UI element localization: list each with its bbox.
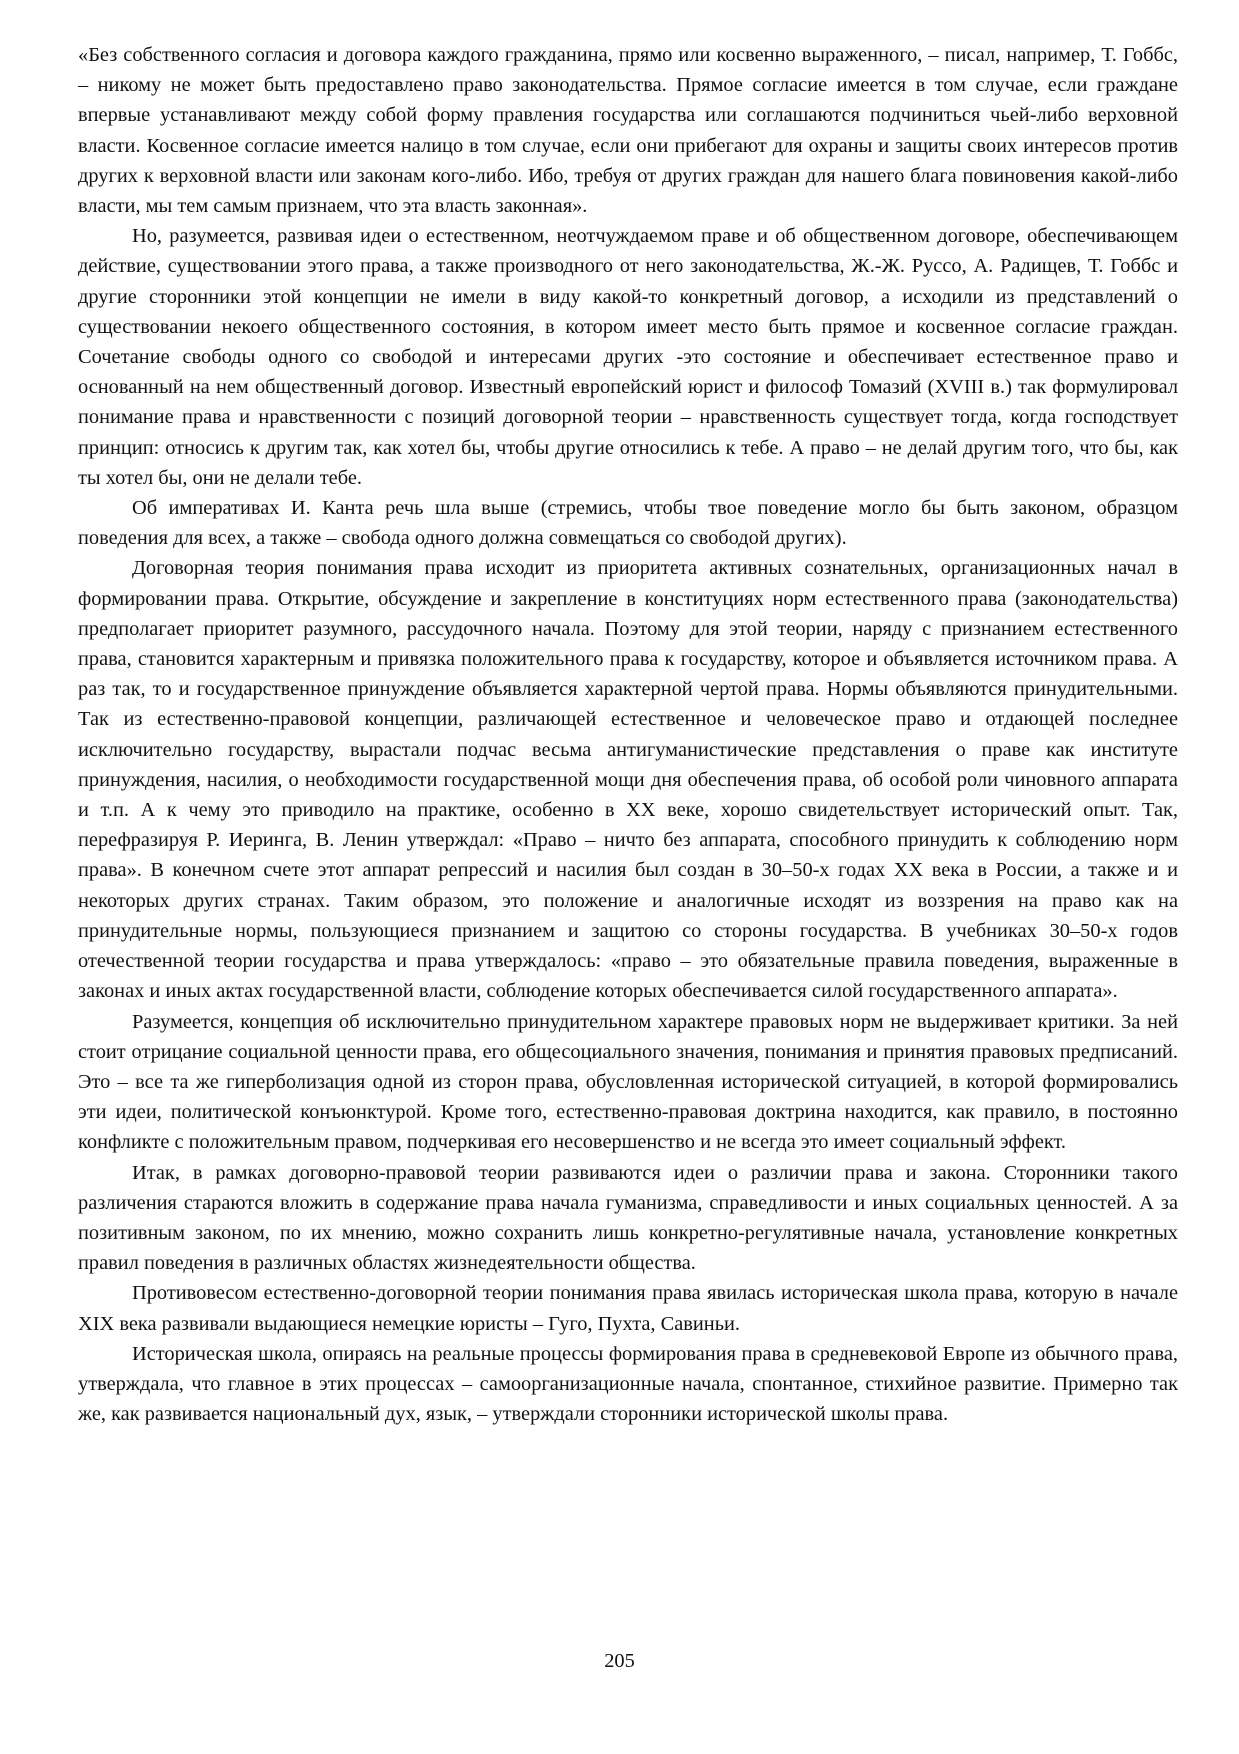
paragraph: Противовесом естественно-договорной теории понимания права явилась историческая школа права, которую в начале XIX века развивали выдающиеся немецкие юристы – Гуго, Пухта, Савиньи. [78, 1282, 1178, 1335]
page-number: 205 [604, 1650, 635, 1672]
paragraph: Итак, в рамках договорно-правовой теории развиваются идеи о различии права и закона. Сторонники такого различения стараются вложить в содержание права начала гуманизма, справедливости и иных социальных ценностей. А за позитивным законом, по их мнению, можно сохранить лишь конкретно-регулятивные начала, установление конкретных правил поведения в различных областях жизнедеятельности общества. [78, 1161, 1178, 1275]
paragraph: «Без собственного согласия и договора каждого гражданина, прямо или косвенно выраженного, – писал, например, Т. Гоббс, – никому не может быть предоставлено право законодательства. Прямое согласие имеется в том случае, если граждане впервые устанавливают между собой форму правления государства или соглашаются подчиниться чьей-либо верховной власти. Косвенное согласие имеется налицо в том случае, если они прибегают для охраны и защиты своих интересов против других к верховной власти или законам кого-либо. Ибо, требуя от других граждан для нашего блага повиновения какой-либо власти, мы тем самым признаем, что эта власть законная». [78, 44, 1178, 218]
paragraph: Договорная теория понимания права исходит из приоритета активных сознательных, организационных начал в формировании права. Открытие, обсуждение и закрепление в конституциях норм естественного права (законодательства) предполагает приоритет разумного, рассудочного начала. Поэтому для этой теории, наряду с признанием естественного права, становится характерным и привязка положительного права к государству, которое и объявляется источником права. А раз так, то и государственное принуждение объявляется характерной чертой права. Нормы объявляются принудительными. Так из естественно-правовой концепции, различающей естественное и человеческое право и отдающей последнее исключительно государству, вырастали подчас весьма антигуманистические представления о праве как институте принуждения, насилия, о необходимости государственной мощи дня обеспечения права, об особой роли чиновного аппарата и т.п. А к чему это приводило на практике, особенно в XX веке, хорошо свидетельствует исторический опыт. Так, перефразируя Р. Иеринга, В. Ленин утверждал: «Право – ничто без аппарата, способного принудить к соблюдению норм права». В конечном счете этот аппарат репрессий и насилия был создан в 30–50-х годах XX века в России, а также и и некоторых других странах. Таким образом, это положение и аналогичные исходят из воззрения на право как на принудительные нормы, пользующиеся признанием и защитою со стороны государства. В учебниках 30–50-х годов отечественной теории государства и права утверждалось: «право – это обязательные правила поведения, выраженные в законах и иных актах государственной власти, соблюдение которых обеспечивается силой государственного аппарата». [78, 557, 1178, 1003]
paragraph: Историческая школа, опираясь на реальные процессы формирования права в средневековой Европе из обычного права, утверждала, что главное в этих процессах – самоорганизационные начала, спонтанное, стихийное развитие. Примерно так же, как развивается национальный дух, язык, – утверждали сторонники исторической школы права. [78, 1342, 1178, 1426]
paragraph: Разумеется, концепция об исключительно принудительном характере правовых норм не выдерживает критики. За ней стоит отрицание социальной ценности права, его общесоциального значения, понимания и принятия правовых предписаний. Это – все та же гиперболизация одной из сторон права, обусловленная исторической ситуацией, в которой формировались эти идеи, политической конъюнктурой. Кроме того, естественно-правовая доктрина находится, как правило, в постоянно конфликте с положительным правом, подчеркивая его несовершенство и не всегда это имеет социальный эффект. [78, 1010, 1178, 1154]
paragraph: Об императивах И. Канта речь шла выше (стремись, чтобы твое поведение могло бы быть законом, образцом поведения для всех, а также – свобода одного должна совмещаться со свободой других). [78, 497, 1178, 550]
paragraph: Но, разумеется, развивая идеи о естественном, неотчуждаемом праве и об общественном договоре, обеспечивающем действие, существовании этого права, а также производного от него законодательства, Ж.-Ж. Руссо, А. Радищев, Т. Гоббс и другие сторонники этой концепции не имели в виду какой-то конкретный договор, а исходили из представлений о существовании некоего общественного состояния, в котором имеет место быть прямое и косвенное согласие граждан. Сочетание свободы одного со свободой и интересами других -это состояние и обеспечивает естественное право и основанный на нем общественный договор. Известный европейский юрист и философ Томазий (XVIII в.) так формулировал понимание права и нравственности с позиций договорной теории – нравственность существует тогда, когда господствует принцип: относись к другим так, как хотел бы, чтобы другие относились к тебе. А право – не делай другим того, что бы, как ты хотел бы, они не делали тебе. [78, 225, 1178, 489]
page-body [78, 40, 1178, 1429]
